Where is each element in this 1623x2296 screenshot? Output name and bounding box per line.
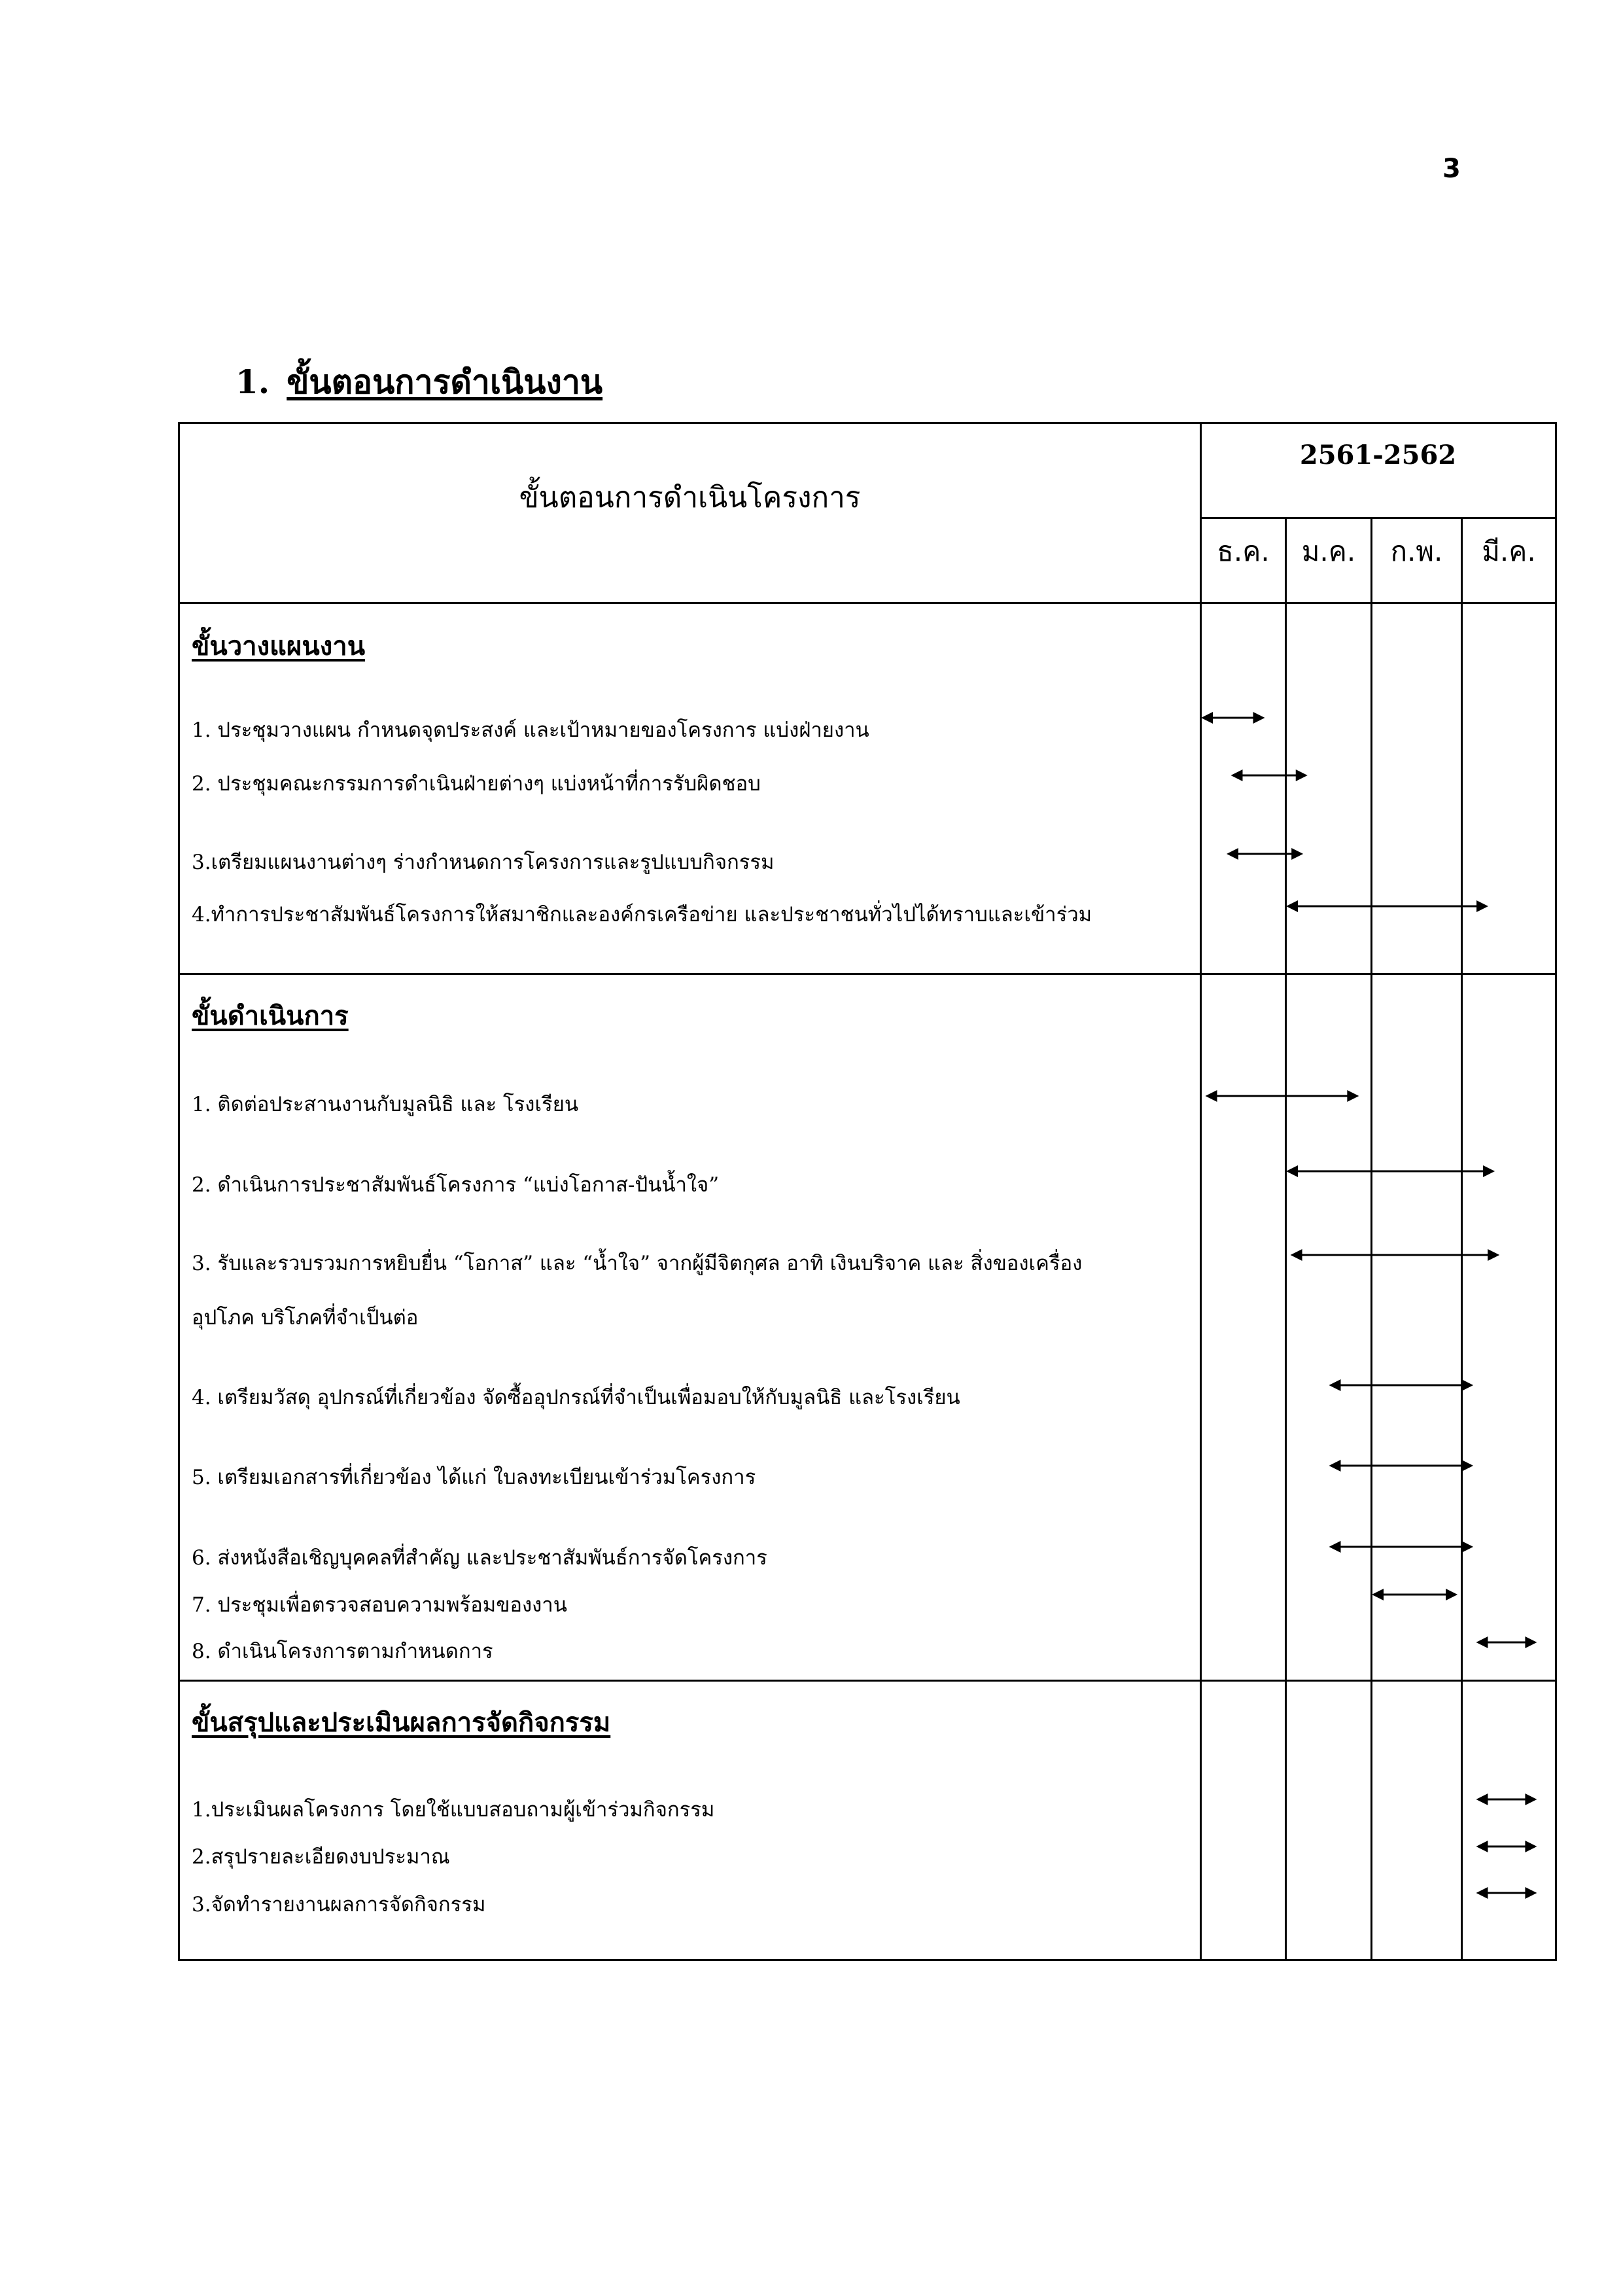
heading-number: 1. (236, 362, 270, 401)
arrowhead-left (1372, 1589, 1384, 1600)
task-row: 3.จัดทำรายงานผลการจัดกิจกรรม (192, 1893, 486, 1916)
arrowhead-right (1291, 848, 1303, 860)
arrowhead-left (1329, 1541, 1341, 1553)
section-title-evaluation: ขั้นสรุปและประเมินผลการจัดกิจกรรม (192, 1707, 611, 1738)
task-row: 4. เตรียมวัสดุ อุปกรณ์ที่เกี่ยวข้อง จัดซื้ออุปกรณ์ที่จำเป็นเพื่อมอบให้กับมูลนิธิ และโรงเรียน (192, 1386, 960, 1409)
task-row: 7. ประชุมเพื่อตรวจสอบความพร้อมของงาน (192, 1593, 567, 1617)
task-row: 2. ดำเนินการประชาสัมพันธ์โครงการ “แบ่งโอกาส-ปันน้ำใจ” (192, 1173, 720, 1197)
arrowhead-left (1227, 848, 1238, 860)
arrowhead-left (1329, 1460, 1341, 1472)
heading-text: ขั้นตอนการดำเนินงาน (287, 362, 603, 401)
task-row: 1.ประเมินผลโครงการ โดยใช้แบบสอบถามผู้เข้าร่วมกิจกรรม (192, 1798, 715, 1822)
page-number: 3 (1442, 154, 1461, 184)
task-row: 2. ประชุมคณะกรรมการดำเนินฝ่ายต่างๆ แบ่งหน้าที่การรับผิดชอบ (192, 772, 761, 796)
arrowhead-right (1525, 1841, 1537, 1852)
arrowhead-left (1476, 1793, 1488, 1805)
steps-column-header: ขั้นตอนการดำเนินโครงการ (519, 481, 861, 514)
arrowhead-left (1476, 1636, 1488, 1648)
month-header-dec: ธ.ค. (1217, 535, 1270, 567)
arrowhead-left (1476, 1841, 1488, 1852)
year-range-header: 2561-2562 (1299, 440, 1457, 470)
arrowhead-right (1483, 1165, 1495, 1177)
month-header-mar: มี.ค. (1482, 535, 1536, 567)
task-row: 6. ส่งหนังสือเชิญบุคคลที่สำคัญ และประชาสัมพันธ์การจัดโครงการ (192, 1546, 767, 1570)
arrowhead-left (1286, 1165, 1298, 1177)
arrowhead-left (1329, 1379, 1341, 1391)
task-row-continued: อุปโภค บริโภคที่จำเป็นต่อ (192, 1306, 419, 1330)
arrowhead-left (1286, 900, 1298, 912)
task-row: 5. เตรียมเอกสารที่เกี่ยวข้อง ได้แก่ ใบลงทะเบียนเข้าร่วมโครงการ (192, 1466, 756, 1489)
month-header-feb: ก.พ. (1390, 535, 1443, 567)
task-row: 2.สรุปรายละเอียดงบประมาณ (192, 1845, 450, 1869)
task-row: 1. ติดต่อประสานงานกับมูลนิธิ และ โรงเรียน (192, 1093, 579, 1116)
arrowhead-left (1291, 1249, 1302, 1261)
task-row: 3. รับและรวบรวมการหยิบยื่น “โอกาส” และ “น้ำใจ” จากผู้มีจิตกุศล อาทิ เงินบริจาค และ สิ่งของเครื่อง (192, 1252, 1083, 1275)
arrowhead-right (1488, 1249, 1499, 1261)
arrowhead-left (1201, 712, 1213, 724)
arrowhead-right (1461, 1460, 1473, 1472)
arrowhead-right (1461, 1379, 1473, 1391)
arrowhead-right (1476, 900, 1488, 912)
arrowhead-left (1476, 1887, 1488, 1899)
arrowhead-right (1525, 1636, 1537, 1648)
arrowhead-left (1231, 769, 1243, 781)
task-row: 8. ดำเนินโครงการตามกำหนดการ (192, 1640, 493, 1663)
arrowhead-right (1525, 1793, 1537, 1805)
task-row: 3.เตรียมแผนงานต่างๆ ร่างกำหนดการโครงการและรูปแบบกิจกรรม (192, 851, 775, 874)
task-row: 1. ประชุมวางแผน กำหนดจุดประสงค์ และเป้าหมายของโครงการ แบ่งฝ่ายงาน (192, 718, 869, 742)
arrowhead-left (1206, 1090, 1217, 1102)
arrowhead-right (1525, 1887, 1537, 1899)
task-row: 4.ทำการประชาสัมพันธ์โครงการให้สมาชิกและองค์กรเครือข่าย และประชาชนทั่วไปได้ทราบและเข้าร่วม (192, 903, 1092, 927)
arrowhead-right (1296, 769, 1308, 781)
month-header-jan: ม.ค. (1301, 535, 1356, 567)
arrowhead-right (1446, 1589, 1457, 1600)
arrowhead-right (1253, 712, 1265, 724)
arrowhead-right (1347, 1090, 1359, 1102)
arrowhead-right (1461, 1541, 1473, 1553)
section-title-planning: ขั้นวางแผนงาน (192, 631, 366, 662)
section-title-execution: ขั้นดำเนินการ (192, 1000, 349, 1031)
